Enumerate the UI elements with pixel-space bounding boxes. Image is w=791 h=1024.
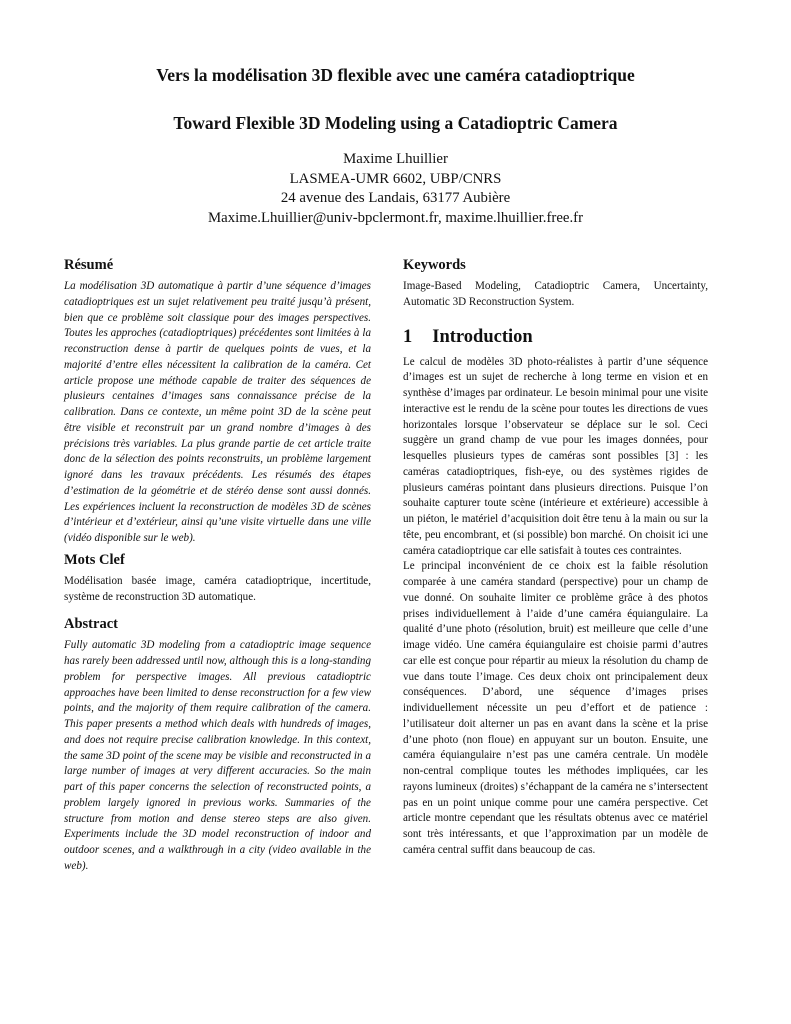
- section-number: 1: [403, 326, 413, 347]
- keywords-text: Image-Based Modeling, Catadioptric Camera, Uncertainty, Automatic 3D Reconstruction System.: [403, 280, 708, 308]
- paper-title-en: Toward Flexible 3D Modeling using a Catadioptric Camera: [173, 113, 618, 133]
- resume-text: La modélisation 3D automatique à partir d’une séquence d’images catadioptriques est un sujet relativement peu traité jusqu’à présent, bien que ce problème soit classique pour des images perspectives. Toutes les approches (catadioptriques) précédentes sont limitées à la reconstruction dense à partir de quelques points de vues, et la majorité d’entre elles nécessitent la calibration de la caméra. Cet article propose une méthode capable de traiter des séquences de plusieurs centaines d’images sans connaissance précise de la calibration. Dans ce contexte, un même point 3D de la scène peut être visible et reconstruit par un grand nombre d’images à des précisions très variables. La plus grande partie de cet article traite donc de la sélection des points reconstruits, un problème largement ignoré dans les travaux précédents. Les résumés des étapes d’estimation de la géométrie et de stéréo dense sont aussi donnés. Les expériences incluent la reconstruction de modèles 3D de scènes d’intérieur et d’extérieur, ainsi qu’une visite virtuelle dans une ville (vidéo disponible sur le web).: [64, 280, 371, 544]
- mots-clef-heading: Mots Clef: [64, 551, 125, 568]
- abstract-text: Fully automatic 3D modeling from a catadioptric image sequence has rarely been addressed until now, although this is a long-standing problem for perspective images. All previous catadioptric approaches have been limited to dense reconstruction for a few view points, and the majority of them require calibration of the camera. This paper presents a method which deals with hundreds of images, and does not require precise calibration knowledge. In this context, the same 3D point of the scene may be visible and reconstructed in a large number of images at very different accuracies. So the main part of this paper concerns the selection of reconstructed points, a problem largely ignored in previous works. Summaries of the structure from motion and dense stereo steps are also given. Experiments include the 3D model reconstruction of indoor and outdoor scenes, and a walkthrough in a city (video available in the web).: [64, 639, 371, 872]
- right-column: [403, 256, 708, 859]
- left-column: [64, 256, 371, 875]
- author-name: Maxime Lhuillier: [343, 151, 448, 167]
- mots-clef-text: Modélisation basée image, caméra catadioptrique, incertitude, système de reconstruction 3D automatique.: [64, 574, 371, 603]
- section-title: Introduction: [432, 326, 533, 347]
- abstract-heading: Abstract: [64, 616, 118, 633]
- author-contact: Maxime.Lhuillier@univ-bpclermont.fr, maxime.lhuillier.free.fr: [207, 209, 584, 226]
- paper-title-fr: Vers la modélisation 3D flexible avec une caméra catadioptrique: [156, 65, 635, 85]
- keywords-heading: Keywords: [403, 257, 466, 273]
- resume-heading: Résumé: [64, 257, 114, 273]
- author-affiliation: LASMEA-UMR 6602, UBP/CNRS: [289, 170, 502, 187]
- intro-paragraph-1: Le calcul de modèles 3D photo-réalistes à partir d’une séquence d’images est un sujet de recherche à long terme en vision et en synthèse d’images par ordinateur. Le besoin minimal pour une visite interactive est le rendu de la scène pour toutes les directions de vues horizontales lorsque l’observateur se déplace sur le sol. Ceci suggère un grand champ de vue pour les images données, pour lesquelles plusieurs types de caméras sont possibles [3] : les caméras catadioptriques, fish-eye, ou des systèmes rigides de plusieurs caméras pointant dans plusieurs directions. Puisque l’on souhaite capturer toute scène (intérieure et extérieure) accessible à un piéton, le matériel d’acquisition doit être tenu à la main ou sur la tête, peu encombrant, et (si possible) bon marché. On choisit ici une caméra catadioptrique car elle satisfait à toutes ces contraintes.: [403, 355, 708, 557]
- introduction-heading: [403, 326, 708, 348]
- author-block: [0, 150, 791, 228]
- author-address: 24 avenue des Landais, 63177 Aubière: [280, 190, 511, 206]
- intro-paragraph-2: Le principal inconvénient de ce choix est la faible résolution comparée à une caméra standard (perspective) pour un champ de vue donné. On souhaite limiter ce problème grâce à des photos prises individuellement à l’aide d’une caméra équiangulaire. La qualité d’une photo (résolution, bruit) est meilleure que celle d’une image vidéo. Une caméra équiangulaire est choisie parmi d’autres car elle est conçue pour répartir au mieux la résolution du champ de vue dans toute l’image. Ces deux choix ont principalement deux conséquences. D’abord, une séquence d’images prises individuellement nécessite un peu d’effort et de patience : l’utilisateur doit alterner un pas en avant dans la scène et la prise d’une photo (non floue) en appuyant sur un bouton. Ensuite, une caméra équiangulaire n’est pas une caméra centrale. Un modèle non-central complique toutes les méthodes impliquées, car les rayons lumineux (droites) s’échappant de la caméra ne s’intersectent pas en un point unique comme pour une caméra perspective. Cet article montre cependant que les résultats obtenus avec ce matériel sont très intéressants, et que l’approximation par un modèle de caméra central suffit dans beaucoup de cas.: [403, 560, 708, 856]
